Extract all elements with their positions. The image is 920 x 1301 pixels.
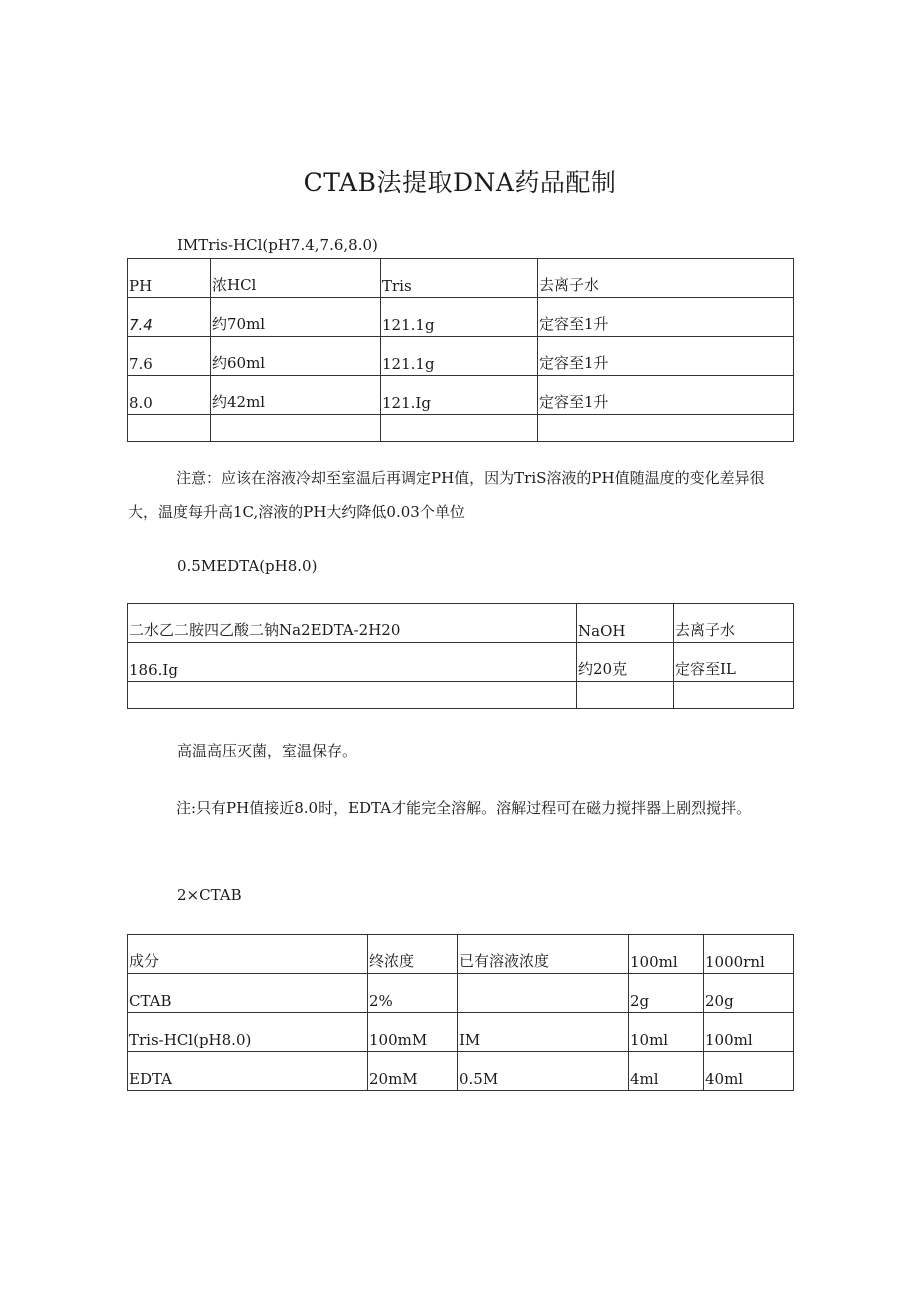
table-header-cell: PH [128,259,211,298]
table-header-row [128,259,794,298]
table-cell: 8.0 [128,376,211,415]
table-cell: CTAB [128,974,368,1013]
table-cell: 7.4 [128,298,211,337]
table-row [128,376,794,415]
section1-note: 注意：应该在溶液冷却至室温后再调定PH值，因为TriS溶液的PH值随温度的变化差异很大，温度每升高1C,溶液的PH大约降低0.03个单位 [128,469,765,521]
table-cell: 10ml [629,1013,704,1052]
table-cell: 约70ml [211,298,381,337]
table-cell [381,415,538,442]
table-cell: 定容至1升 [538,376,794,415]
page-title: CTAB法提取DNA药品配制 [303,168,617,197]
section2-note2: 注:只有PH值接近8.0时，EDTA才能完全溶解。溶解过程可在磁力搅拌器上剧烈搅拌。 [176,799,752,817]
table-cell: 约20克 [577,643,674,682]
table-cell: 20mM [368,1052,458,1091]
table-cell [211,415,381,442]
table-cell: EDTA [128,1052,368,1091]
tris-hcl-table [127,258,794,442]
table-cell [128,682,577,709]
table-cell: 约60ml [211,337,381,376]
table-cell: 0.5M [458,1052,629,1091]
ctab-table [127,934,794,1091]
table-cell [128,415,211,442]
table-header-cell: 1000rnl [704,935,794,974]
table-cell: 2g [629,974,704,1013]
table-cell: 2% [368,974,458,1013]
table-cell: 40ml [704,1052,794,1091]
table-cell: 定容至IL [674,643,794,682]
table-header-cell: NaOH [577,604,674,643]
edta-table [127,603,794,709]
table-cell: 121.1g [381,337,538,376]
section2-note1: 高温高压灭菌，室温保存。 [177,742,358,760]
table-cell: Tris-HCl(pH8.0) [128,1013,368,1052]
table-header-row [128,604,794,643]
table-cell: 121.Ig [381,376,538,415]
table-header-cell: 已有溶液浓度 [458,935,629,974]
table-cell: 100mM [368,1013,458,1052]
table-header-cell: 100ml [629,935,704,974]
table-cell: 20g [704,974,794,1013]
table-cell: 约42ml [211,376,381,415]
table-cell [538,415,794,442]
table-cell [674,682,794,709]
table-header-cell: 去离子水 [538,259,794,298]
table-row-empty [128,415,794,442]
table-cell [458,974,629,1013]
table-cell: 121.1g [381,298,538,337]
table-row [128,643,794,682]
table-cell: 4ml [629,1052,704,1091]
table-header-cell: 去离子水 [674,604,794,643]
table-cell: 186.Ig [128,643,577,682]
table-row [128,974,794,1013]
table-header-cell: 浓HCl [211,259,381,298]
table-cell: 7.6 [128,337,211,376]
table-row [128,1052,794,1091]
section1-heading: IMTris-HCl(pH7.4,7.6,8.0) [177,236,378,254]
table-header-cell: 成分 [128,935,368,974]
table-header-row [128,935,794,974]
table-row-empty [128,682,794,709]
table-cell: 定容至1升 [538,298,794,337]
table-header-cell: 二水乙二胺四乙酸二钠Na2EDTA-2H20 [128,604,577,643]
table-cell: IM [458,1013,629,1052]
table-header-cell: Tris [381,259,538,298]
table-row [128,1013,794,1052]
table-row [128,337,794,376]
table-cell [577,682,674,709]
table-row [128,298,794,337]
section3-heading: 2×CTAB [177,886,242,904]
table-cell: 定容至1升 [538,337,794,376]
section2-heading: 0.5MEDTA(pH8.0) [177,557,318,575]
table-header-cell: 终浓度 [368,935,458,974]
table-cell: 100ml [704,1013,794,1052]
